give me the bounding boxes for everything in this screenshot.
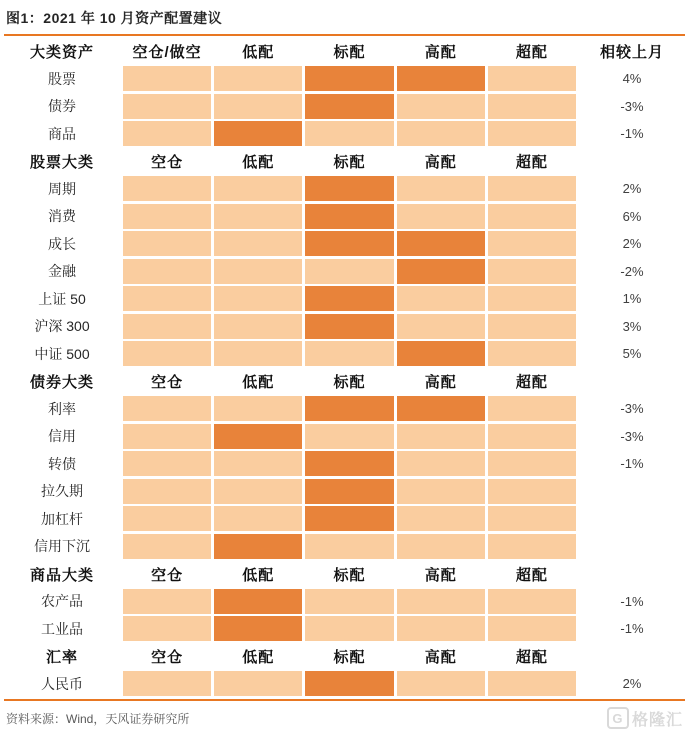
row-label: 利率 [48, 400, 76, 417]
section-title: 债券大类 [29, 374, 94, 391]
allocation-cell [305, 616, 393, 641]
allocation-cell [397, 176, 485, 201]
allocation-cell [488, 121, 576, 146]
allocation-cell [488, 204, 576, 229]
allocation-cell [488, 341, 576, 366]
allocation-cell [488, 66, 576, 91]
column-header: 高配 [424, 44, 457, 61]
column-header: 空仓/做空 [132, 44, 202, 61]
allocation-cell-active [397, 396, 485, 421]
allocation-cell [397, 424, 485, 449]
section-header-row [4, 370, 685, 393]
allocation-cell-active [305, 204, 393, 229]
allocation-cell [214, 451, 302, 476]
allocation-cell-active [305, 506, 393, 531]
change-value: -2% [620, 263, 644, 279]
allocation-cell [214, 396, 302, 421]
table-row [4, 534, 685, 559]
row-label: 商品 [48, 125, 76, 142]
allocation-cell [214, 259, 302, 284]
row-label: 债券 [48, 98, 76, 114]
table-row [4, 589, 685, 614]
change-column-header [579, 645, 685, 668]
allocation-cell [214, 204, 302, 229]
table-row [4, 66, 685, 91]
section-title: 商品大类 [29, 566, 94, 584]
change-value: -1% [620, 126, 644, 141]
allocation-cell [123, 451, 211, 476]
allocation-cell [397, 479, 485, 504]
row-label: 人民币 [41, 675, 83, 692]
allocation-cell-active [305, 451, 393, 476]
column-header: 低配 [242, 44, 275, 61]
allocation-cell-active [305, 231, 393, 256]
column-header: 高配 [424, 566, 457, 584]
allocation-cell-active [305, 479, 393, 504]
allocation-cell [488, 259, 576, 284]
allocation-cell [488, 424, 576, 449]
allocation-cell [397, 286, 485, 311]
allocation-cell [214, 231, 302, 256]
allocation-table [4, 40, 685, 696]
table-row [4, 94, 685, 119]
allocation-cell [305, 341, 393, 366]
section-header-row [4, 150, 685, 173]
change-value [579, 506, 685, 531]
column-header: 高配 [424, 154, 457, 171]
allocation-cell [123, 121, 211, 146]
column-header: 标配 [333, 566, 366, 584]
allocation-cell [488, 589, 576, 614]
allocation-cell [214, 286, 302, 311]
allocation-cell [488, 451, 576, 476]
allocation-cell [305, 424, 393, 449]
row-label: 消费 [48, 208, 76, 224]
allocation-cell [214, 671, 302, 696]
column-header: 高配 [424, 374, 457, 391]
row-label: 金融 [48, 263, 76, 279]
allocation-cell-active [397, 259, 485, 284]
allocation-cell-active [214, 424, 302, 449]
allocation-cell [397, 451, 485, 476]
allocation-cell-active [214, 616, 302, 641]
table-row [4, 231, 685, 256]
allocation-cell [488, 534, 576, 559]
allocation-cell-active [305, 176, 393, 201]
allocation-cell [214, 176, 302, 201]
allocation-cell [488, 286, 576, 311]
allocation-cell [123, 231, 211, 256]
allocation-cell [397, 121, 485, 146]
allocation-cell [488, 94, 576, 119]
allocation-cell [488, 479, 576, 504]
change-value: 3% [622, 318, 642, 334]
allocation-cell [214, 66, 302, 91]
column-header: 超配 [515, 44, 548, 61]
column-header: 标配 [333, 44, 366, 61]
column-header: 超配 [515, 649, 548, 666]
column-header: 低配 [242, 154, 275, 171]
table-row [4, 259, 685, 284]
allocation-cell [123, 534, 211, 559]
column-header: 标配 [333, 649, 366, 666]
allocation-cell-active [305, 671, 393, 696]
allocation-cell [488, 396, 576, 421]
allocation-cell [305, 121, 393, 146]
column-header: 标配 [333, 154, 366, 171]
table-row [4, 451, 685, 476]
allocation-cell-active [305, 396, 393, 421]
section-title: 汇率 [45, 649, 78, 666]
row-label: 工业品 [41, 620, 83, 637]
figure-title: 图1：2021 年 10 月资产配置建议 [6, 10, 223, 26]
change-column-header [579, 563, 685, 586]
column-header: 标配 [333, 374, 366, 391]
column-header: 超配 [515, 374, 548, 391]
allocation-cell [488, 176, 576, 201]
change-column-header: 相较上月 [599, 44, 664, 61]
table-row [4, 506, 685, 531]
section-header-row [4, 563, 685, 586]
table-row [4, 176, 685, 201]
change-value: 5% [622, 346, 642, 361]
allocation-cell [397, 616, 485, 641]
row-label: 转债 [48, 455, 76, 472]
allocation-cell-active [305, 286, 393, 311]
change-value: -1% [620, 621, 644, 636]
column-header: 超配 [515, 566, 548, 584]
gelonghui-g-icon: G [607, 707, 629, 729]
row-label: 上证 50 [38, 290, 86, 307]
allocation-cell [214, 341, 302, 366]
column-header: 高配 [424, 649, 457, 666]
change-value: 6% [622, 208, 642, 224]
allocation-cell [123, 341, 211, 366]
row-label: 拉久期 [41, 483, 83, 499]
column-header: 低配 [242, 649, 275, 666]
row-label: 信用 [48, 428, 76, 444]
allocation-cell [488, 314, 576, 339]
section-title: 股票大类 [29, 154, 94, 171]
row-label: 加杠杆 [41, 510, 83, 527]
allocation-cell [123, 396, 211, 421]
allocation-cell [123, 204, 211, 229]
allocation-cell [123, 259, 211, 284]
allocation-cell [397, 94, 485, 119]
change-value [579, 479, 685, 504]
allocation-cell-active [214, 121, 302, 146]
section-header-row [4, 40, 685, 63]
allocation-cell-active [305, 94, 393, 119]
change-value: -1% [620, 456, 644, 471]
allocation-cell-active [214, 589, 302, 614]
allocation-cell [397, 506, 485, 531]
change-value: 4% [622, 71, 642, 86]
table-row [4, 479, 685, 504]
table-row [4, 121, 685, 146]
allocation-cell [123, 671, 211, 696]
column-header: 空仓 [151, 154, 184, 171]
section-title: 大类资产 [29, 44, 94, 61]
row-label: 中证 500 [34, 345, 90, 362]
table-row [4, 341, 685, 366]
allocation-cell-active [397, 231, 485, 256]
allocation-cell [397, 671, 485, 696]
allocation-cell [305, 589, 393, 614]
change-column-header [579, 370, 685, 393]
allocation-cell [123, 506, 211, 531]
allocation-cell [123, 589, 211, 614]
allocation-cell-active [397, 341, 485, 366]
row-label: 股票 [48, 70, 76, 87]
change-value: 1% [622, 291, 642, 306]
allocation-cell [214, 479, 302, 504]
allocation-cell [123, 479, 211, 504]
top-divider [4, 34, 685, 36]
figure-footer [4, 701, 685, 730]
gelonghui-watermark-text: 格隆汇 [631, 711, 683, 729]
allocation-cell [397, 589, 485, 614]
allocation-cell-active [397, 66, 485, 91]
row-label: 沪深 300 [34, 318, 90, 334]
row-label: 成长 [48, 235, 76, 252]
change-value: -3% [620, 98, 644, 114]
column-header: 空仓 [151, 649, 184, 666]
allocation-cell [123, 424, 211, 449]
allocation-cell [397, 204, 485, 229]
allocation-cell [123, 616, 211, 641]
change-value: 2% [622, 236, 642, 251]
allocation-cell [123, 286, 211, 311]
allocation-cell [488, 671, 576, 696]
allocation-cell-active [305, 314, 393, 339]
change-value: -1% [620, 593, 644, 609]
column-header: 空仓 [151, 566, 184, 584]
column-header: 低配 [242, 566, 275, 584]
allocation-cell-active [305, 66, 393, 91]
table-row [4, 671, 685, 696]
allocation-cell [488, 506, 576, 531]
table-row [4, 424, 685, 449]
change-value: 2% [622, 676, 642, 691]
allocation-cell [214, 94, 302, 119]
table-row [4, 286, 685, 311]
allocation-cell [214, 314, 302, 339]
table-row [4, 204, 685, 229]
table-row [4, 314, 685, 339]
table-row [4, 396, 685, 421]
column-header: 超配 [515, 154, 548, 171]
change-value: 2% [622, 181, 642, 196]
column-header: 低配 [242, 374, 275, 391]
gelonghui-watermark [607, 707, 683, 730]
allocation-cell [305, 534, 393, 559]
allocation-cell [305, 259, 393, 284]
allocation-cell [214, 506, 302, 531]
allocation-cell [123, 66, 211, 91]
row-label: 周期 [48, 180, 76, 197]
allocation-cell [397, 534, 485, 559]
change-value [579, 534, 685, 559]
allocation-cell-active [214, 534, 302, 559]
section-header-row [4, 645, 685, 668]
allocation-cell [488, 231, 576, 256]
allocation-cell [397, 314, 485, 339]
allocation-cell [488, 616, 576, 641]
change-value: -3% [620, 428, 644, 444]
row-label: 信用下沉 [34, 538, 90, 554]
change-value: -3% [620, 401, 644, 416]
allocation-cell [123, 94, 211, 119]
table-row [4, 616, 685, 641]
column-header: 空仓 [151, 374, 184, 391]
row-label: 农产品 [41, 593, 83, 609]
change-column-header [579, 150, 685, 173]
source-note: 资料来源：Wind，天风证券研究所 [6, 711, 190, 726]
allocation-cell [123, 314, 211, 339]
allocation-cell [123, 176, 211, 201]
